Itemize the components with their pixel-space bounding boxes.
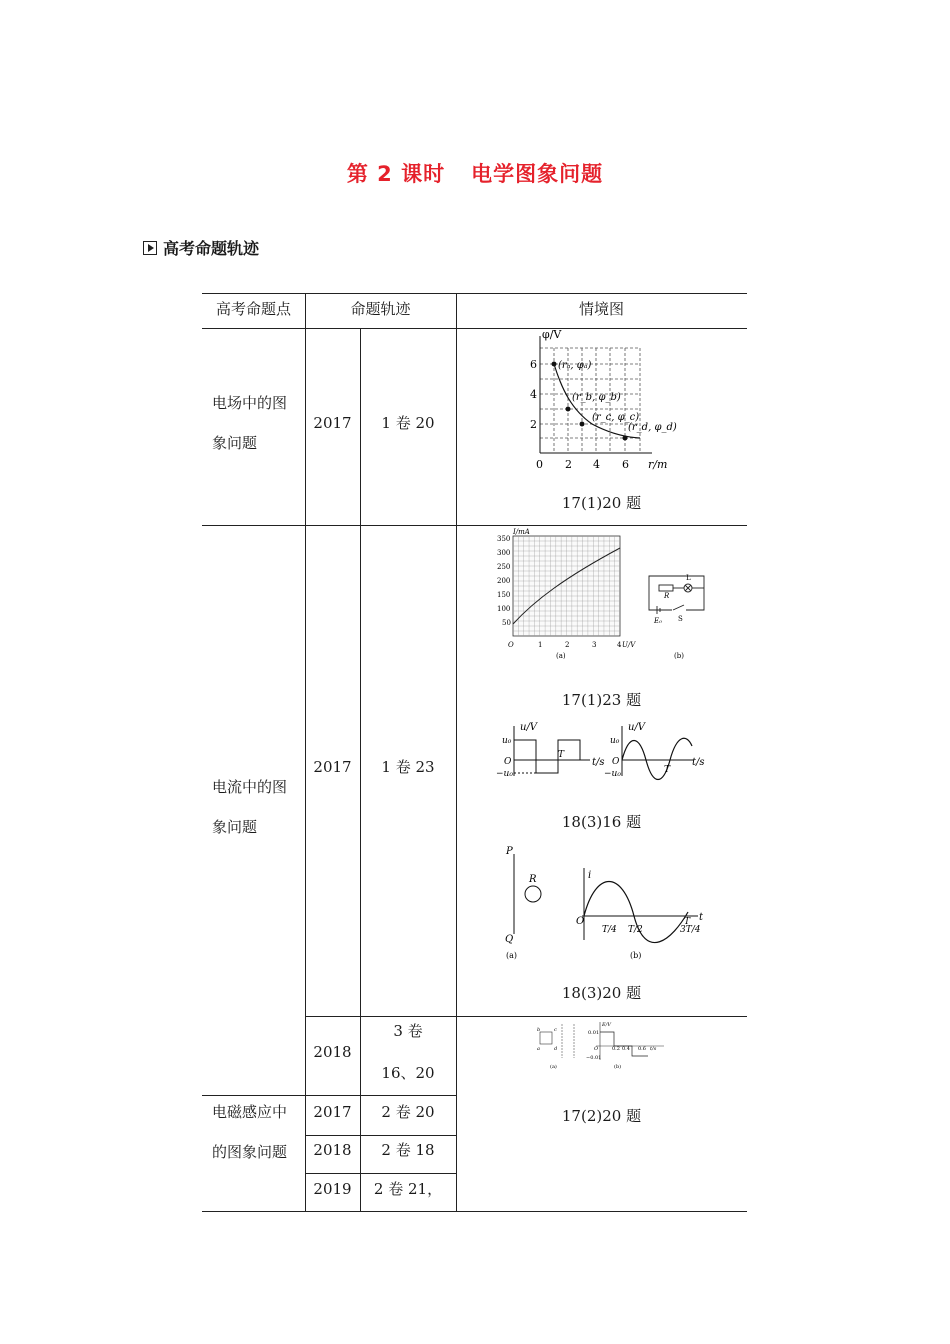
play-box-icon: [143, 241, 157, 255]
graph-label: T: [684, 917, 691, 927]
wave-label: −u₀: [604, 769, 621, 779]
year-cell: 2017: [313, 414, 352, 432]
fine-grid: [513, 536, 620, 636]
wave-label: −u₀: [496, 769, 513, 779]
header-figure: 情境图: [578, 300, 624, 318]
graph-label: T/2: [628, 925, 643, 935]
topic-induction-1: 电磁感应中: [212, 1103, 288, 1121]
subfigure-a-label: (a): [506, 951, 518, 960]
y-tick: 300: [497, 549, 511, 557]
x-tick: 2: [565, 458, 572, 471]
figure-caption: 17(1)20 题: [561, 494, 642, 512]
x-tick: 4: [593, 458, 600, 471]
section-label: 高考命题轨迹: [163, 239, 260, 258]
y-axis-label: u/V: [520, 722, 538, 733]
loop-label: R: [529, 874, 537, 885]
header-track: 命题轨迹: [350, 300, 411, 318]
graph-label: T/4: [602, 925, 617, 935]
graph-label: t: [699, 912, 704, 923]
loop-r: [525, 886, 541, 902]
circuit-diagram: [649, 576, 704, 614]
x-axis-label: t/s: [692, 757, 705, 768]
point-label: (r_d, φ_d): [628, 422, 677, 433]
wire-label: P: [506, 846, 513, 857]
topic-induction-2: 的图象问题: [212, 1143, 288, 1161]
subfigure-b-label: (b): [614, 1064, 622, 1070]
y-tick: 100: [497, 605, 511, 613]
row-rule: [305, 1135, 457, 1136]
paper-cell: 2 卷 18: [381, 1141, 435, 1159]
circuit-label: L: [686, 574, 691, 582]
point-label: (r_b, φ_b): [572, 392, 621, 403]
topic-electric-field-2: 象问题: [212, 434, 258, 452]
fig5-label: 0.4: [622, 1046, 630, 1052]
row-rule: [202, 1095, 457, 1096]
fig5-label: c: [554, 1027, 557, 1033]
wave-label: T: [664, 765, 671, 775]
subfigure-b-label: (b): [674, 652, 684, 660]
point-label: (r_c, φ_c): [592, 412, 640, 423]
wave-label: u₀: [502, 736, 512, 746]
x-tick: 1: [538, 641, 543, 649]
y-tick: 250: [497, 563, 511, 571]
y-tick: 350: [497, 535, 511, 543]
wave-label: O: [504, 757, 512, 767]
sine-wave: [622, 738, 692, 779]
figure-caption: 18(3)16 题: [561, 813, 642, 831]
subfigure-a-label: (a): [550, 1064, 557, 1070]
y-tick: 200: [497, 577, 511, 585]
year-cell: 2017: [313, 1103, 352, 1121]
graph-label: O: [576, 916, 585, 927]
fig5-label: t/s: [650, 1046, 657, 1052]
fig5-label: 0.01: [588, 1030, 600, 1036]
figure-caption: 17(1)23 题: [561, 691, 642, 709]
paper-cell-line2: 16、20: [381, 1064, 435, 1082]
subfigure-a-label: (a): [556, 652, 566, 660]
y-tick: 4: [530, 388, 537, 401]
wire-label: Q: [505, 934, 514, 945]
emf-step: [600, 1032, 648, 1056]
figure-caption: 18(3)20 题: [561, 984, 642, 1002]
page-title: [0, 158, 950, 188]
circuit-label: R: [664, 592, 670, 600]
y-axis-label: φ/V: [542, 328, 562, 341]
wave-label: O: [612, 757, 620, 767]
x-axis-label: U/V: [622, 641, 636, 649]
subfigure-b-label: (b): [630, 951, 642, 960]
topic-current-2: 象问题: [212, 818, 258, 836]
y-tick: 2: [530, 418, 537, 431]
paper-cell: 2 卷 20: [381, 1103, 435, 1121]
x-tick: O: [508, 641, 514, 649]
figure-current-graph: [500, 840, 710, 964]
table-top-rule: [202, 293, 747, 294]
paper-cell: 1 卷 20: [381, 414, 435, 432]
graph-label: 3T/4: [680, 925, 701, 935]
figure-caption: 17(2)20 题: [561, 1107, 642, 1125]
x-tick: 0: [536, 458, 543, 471]
row-rule: [305, 1173, 457, 1174]
point-c: [580, 422, 585, 427]
fig5-label: E/V: [602, 1022, 611, 1028]
y-axis-label: u/V: [628, 722, 646, 733]
fig5-label: a: [537, 1046, 540, 1052]
x-axis-label: t/s: [592, 757, 605, 768]
wave-label: T: [558, 750, 565, 760]
fig5-label: d: [554, 1046, 558, 1052]
x-tick: 3: [592, 641, 597, 649]
year-cell: 2017: [313, 758, 352, 776]
y-tick: 6: [530, 358, 537, 371]
title-topic: 电学图象问题: [471, 162, 604, 186]
wave-label: u₀: [610, 736, 620, 746]
year-cell: 2018: [313, 1141, 352, 1159]
fig5-label: −0.01: [586, 1055, 602, 1061]
topic-current-1: 电流中的图: [212, 778, 288, 796]
coil-square: [540, 1032, 552, 1044]
paper-cell-line1: 3 卷: [393, 1022, 423, 1040]
y-axis-label: I/mA: [513, 528, 530, 536]
figure-potential-graph: [512, 328, 682, 473]
topic-electric-field-1: 电场中的图: [212, 394, 288, 412]
circuit-label: S: [678, 615, 683, 623]
col-rule: [456, 293, 457, 1211]
y-tick: 50: [502, 619, 511, 627]
point-d: [623, 436, 628, 441]
point-a: [552, 362, 557, 367]
point-b: [566, 407, 571, 412]
fig5-label: O: [594, 1046, 599, 1052]
fig5-label: 0.2: [612, 1046, 620, 1052]
paper-cell: 1 卷 23: [381, 758, 435, 776]
x-tick: 4: [617, 641, 622, 649]
header-topic: 高考命题点: [215, 300, 291, 318]
x-tick: 2: [565, 641, 570, 649]
title-lesson: 第 2 课时: [346, 162, 446, 186]
section-header: [143, 236, 259, 259]
table-bottom-rule: [202, 1211, 747, 1212]
figure-induction-emf: [534, 1018, 670, 1072]
square-wave: [514, 740, 580, 773]
row-rule: [305, 1016, 747, 1017]
graph-label: i: [588, 870, 592, 881]
fig5-label: 0.6: [638, 1046, 646, 1052]
fig5-label: b: [537, 1027, 541, 1033]
circuit-label: E₀: [654, 617, 662, 625]
figure-iu-curve: [494, 526, 709, 662]
paper-cell: 2 卷 21，: [373, 1180, 443, 1198]
y-tick: 150: [497, 591, 511, 599]
year-cell: 2019: [313, 1180, 352, 1198]
figure-voltage-waves: [494, 716, 714, 782]
x-axis-label: r/m: [648, 458, 668, 471]
point-label: (rₐ, φₐ): [558, 360, 592, 371]
x-tick: 6: [622, 458, 629, 471]
year-cell: 2018: [313, 1043, 352, 1061]
